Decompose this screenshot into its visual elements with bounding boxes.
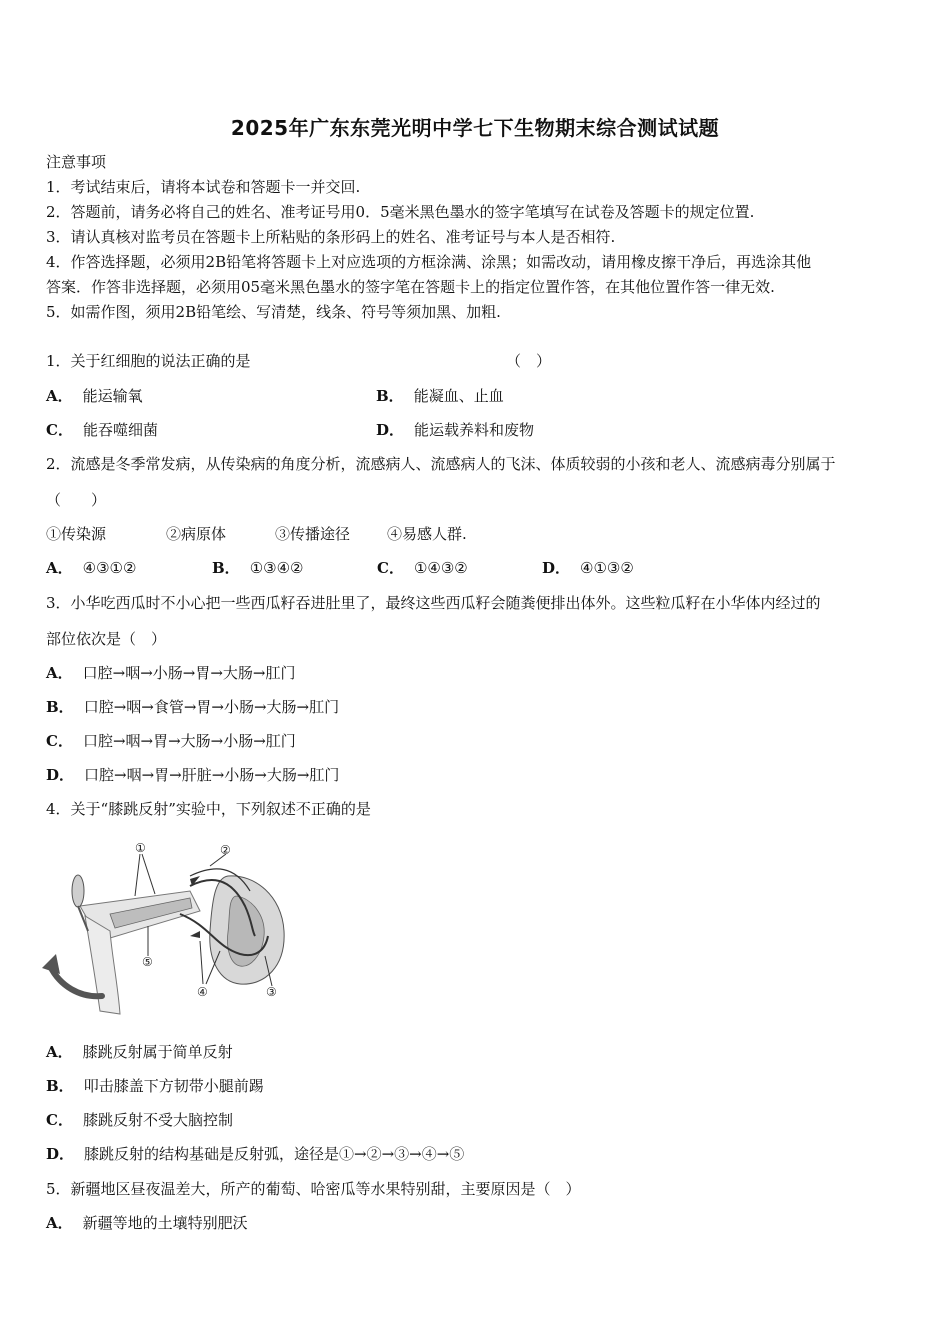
- option-b: B． 口腔→咽→食管→胃→小肠→大肠→肛门: [46, 698, 340, 716]
- option-a: A． 新疆等地的土壤特别肥沃: [46, 1214, 248, 1232]
- notice-item: 2．答题前，请务必将自己的姓名、准考证号用0．5毫米黑色墨水的签字笔填写在试卷及答题卡的规定位置.: [46, 203, 755, 221]
- notice-item: 5．如需作图，须用2B铅笔绘、写清楚，线条、符号等须加黑、加粗.: [46, 303, 501, 321]
- option-b: B． ①③④②: [212, 559, 304, 577]
- diagram-label-4: ④: [197, 985, 208, 999]
- option-c: C． 能吞噬细菌: [46, 421, 158, 439]
- option-c: C． 口腔→咽→胃→大肠→小肠→肛门: [46, 732, 296, 750]
- option-d: D． ④①③②: [542, 559, 634, 577]
- question-3-stem: 3．小华吃西瓜时不小心把一些西瓜籽吞进肚里了，最终这些西瓜籽会随粪便排出体外。这些粒瓜籽在小华体内经过的: [46, 594, 821, 612]
- knee-jerk-reflex-diagram: [40, 836, 290, 1026]
- option-a: A． 口腔→咽→小肠→胃→大肠→肛门: [46, 664, 296, 682]
- item-route: ③传播途径: [275, 525, 351, 543]
- notice-item: 答案．作答非选择题，必须用05毫米黑色墨水的签字笔在答题卡上的指定位置作答，在其他位置作答一律无效.: [46, 278, 775, 296]
- item-source: ①传染源: [46, 525, 107, 543]
- question-3-stem-cont: 部位依次是（ ）: [46, 630, 167, 648]
- option-c: C． 膝跳反射不受大脑控制: [46, 1111, 233, 1129]
- option-c: C． ①④③②: [377, 559, 468, 577]
- item-susceptible: ④易感人群.: [387, 525, 467, 543]
- notice-item: 1．考试结束后，请将本试卷和答题卡一并交回.: [46, 178, 361, 196]
- answer-paren: （ ）: [506, 352, 552, 370]
- diagram-label-1: ①: [135, 841, 146, 855]
- option-d: D． 口腔→咽→胃→肝脏→小肠→大肠→肛门: [46, 766, 340, 784]
- item-pathogen: ②病原体: [166, 525, 227, 543]
- page-title: 2025年广东东莞光明中学七下生物期末综合测试试题: [230, 116, 720, 140]
- option-d: D． 能运载养料和废物: [376, 421, 535, 439]
- option-a: A． ④③①②: [46, 559, 137, 577]
- option-a: A． 能运输氧: [46, 387, 143, 405]
- diagram-label-5: ⑤: [142, 955, 153, 969]
- question-4-stem: 4．关于“膝跳反射”实验中，下列叙述不正确的是: [46, 800, 371, 818]
- option-a: A． 膝跳反射属于简单反射: [46, 1043, 233, 1061]
- question-1-stem: [46, 351, 906, 371]
- notice-item: 4．作答选择题，必须用2B铅笔将答题卡上对应选项的方框涂满、涂黑；如需改动，请用橡皮擦干净后，再选涂其他: [46, 253, 812, 271]
- option-b: B． 能凝血、止血: [376, 387, 504, 405]
- question-2-stem: 2．流感是冬季常发病，从传染病的角度分析，流感病人、流感病人的飞沫、体质较弱的小孩和老人、流感病毒分别属于: [46, 455, 836, 473]
- notice-item: 3．请认真核对监考员在答题卡上所粘贴的条形码上的姓名、准考证号与本人是否相符.: [46, 228, 616, 246]
- notice-heading: 注意事项: [46, 153, 107, 171]
- question-1-text: 1．关于红细胞的说法正确的是: [46, 352, 251, 370]
- option-b: B． 叩击膝盖下方韧带小腿前踢: [46, 1077, 264, 1095]
- question-5-stem: 5．新疆地区昼夜温差大，所产的葡萄、哈密瓜等水果特别甜，主要原因是（ ）: [46, 1180, 581, 1198]
- diagram-label-3: ③: [266, 985, 277, 999]
- question-2-paren: （ ）: [46, 491, 107, 509]
- diagram-label-2: ②: [220, 843, 231, 857]
- reflex-hammer-icon: [72, 875, 84, 907]
- option-d: D． 膝跳反射的结构基础是反射弧，途径是①→②→③→④→⑤: [46, 1145, 465, 1163]
